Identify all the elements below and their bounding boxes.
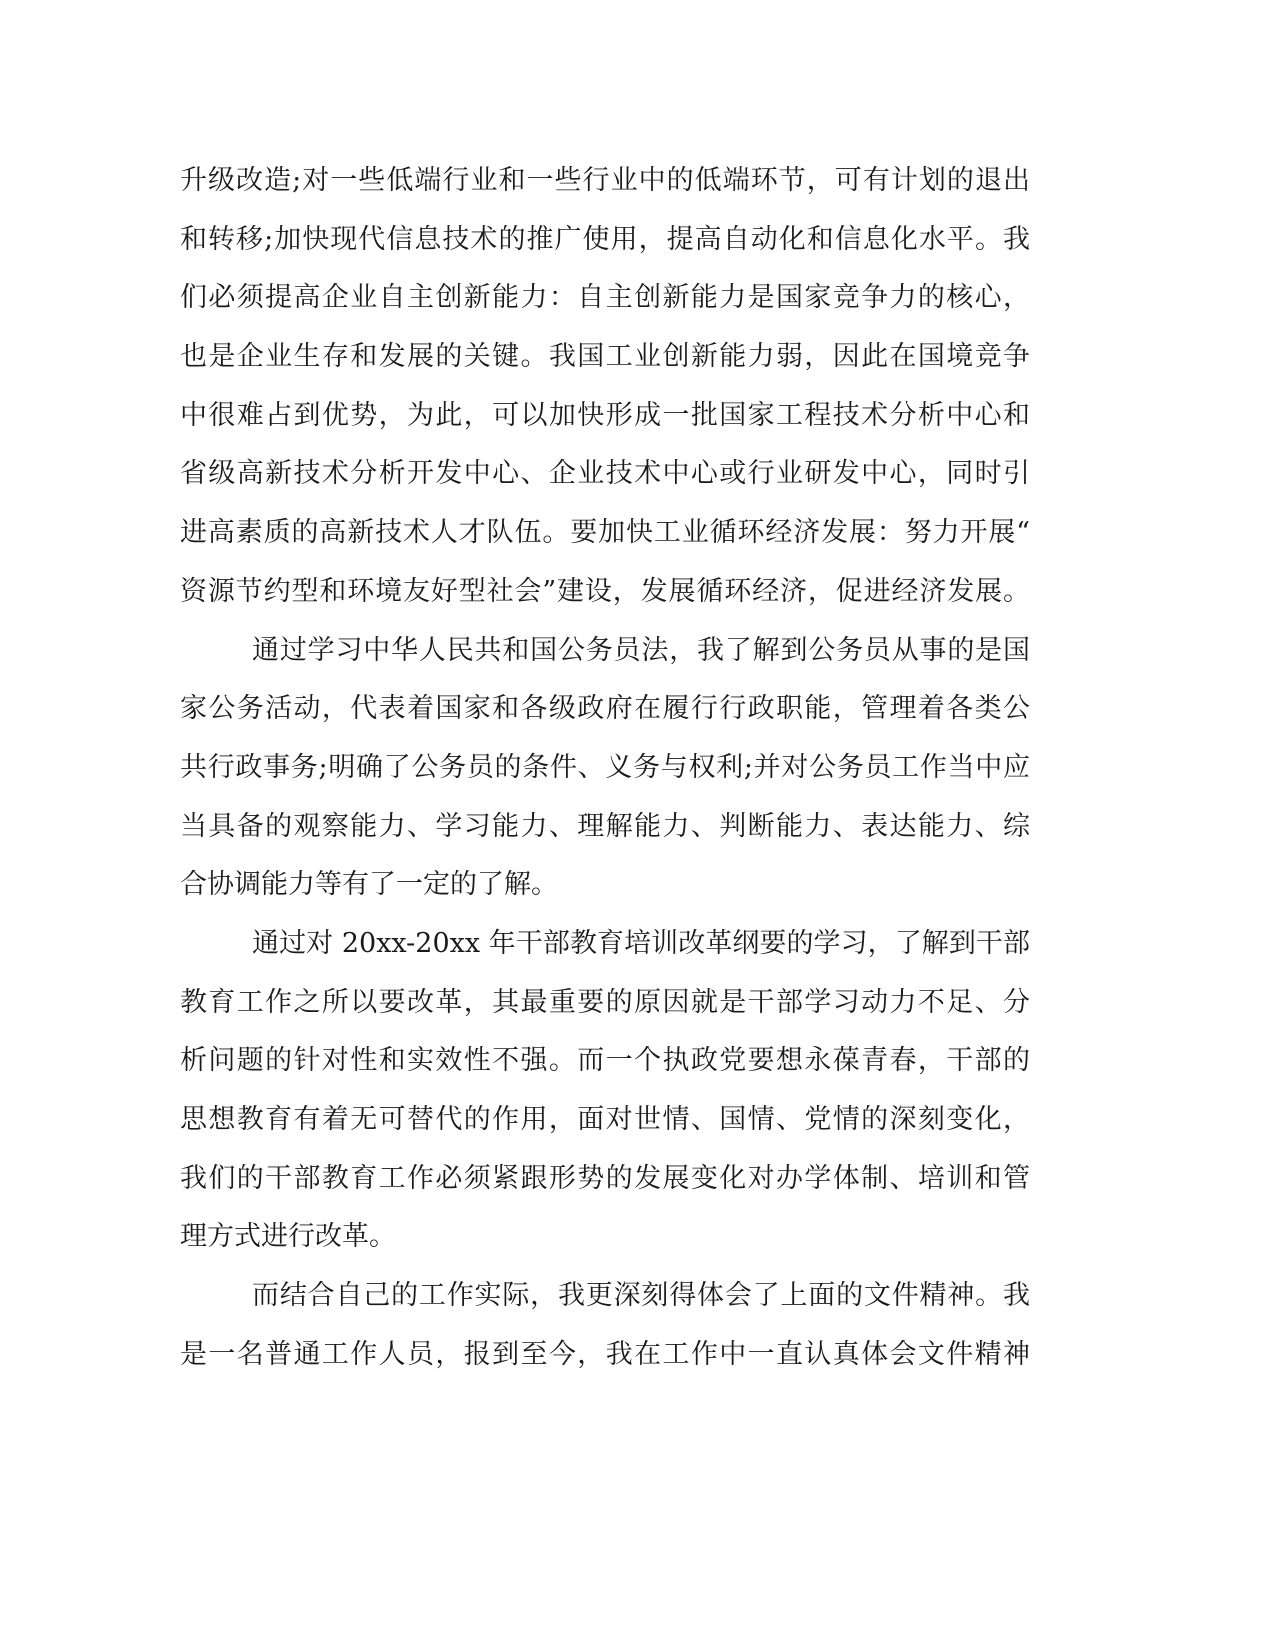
- text-line: 也是企业生存和发展的关键。我国工业创新能力弱，因此在国境竞争: [180, 341, 1030, 373]
- text-line: 进高素质的高新技术人才队伍。要加快工业循环经济发展：努力开展“: [180, 517, 1030, 549]
- text-line: 们必须提高企业自主创新能力：自主创新能力是国家竞争力的核心，: [180, 282, 1030, 314]
- text-line: 理方式进行改革。: [180, 1221, 396, 1253]
- text-line: 家公务活动，代表着国家和各级政府在履行行政职能，管理着各类公: [180, 693, 1030, 725]
- text-line: 通过对 20xx-20xx 年干部教育培训改革纲要的学习，了解到干部: [252, 927, 1030, 959]
- text-line: 是一名普通工作人员，报到至今，我在工作中一直认真体会文件精神: [180, 1338, 1030, 1370]
- text-line: 思想教育有着无可替代的作用，面对世情、国情、党情的深刻变化，: [180, 1104, 1030, 1135]
- text-line: 析问题的针对性和实效性不强。而一个执政党要想永葆青春，干部的: [180, 1045, 1030, 1077]
- text-line: 和转移;加快现代信息技术的推广使用，提高自动化和信息化水平。我: [180, 223, 1030, 255]
- text-line: 通过学习中华人民共和国公务员法，我了解到公务员从事的是国: [252, 634, 1030, 666]
- text-line: 升级改造;对一些低端行业和一些行业中的低端环节，可有计划的退出: [180, 165, 1030, 196]
- body-text: [180, 152, 1030, 1384]
- text-line: 资源节约型和环境友好型社会”建设，发展循环经济，促进经济发展。: [180, 575, 1030, 607]
- text-line: 省级高新技术分析开发中心、企业技术中心或行业研发中心，同时引: [180, 458, 1030, 490]
- text-line: 当具备的观察能力、学习能力、理解能力、判断能力、表达能力、综: [180, 810, 1030, 842]
- text-line: 而结合自己的工作实际，我更深刻得体会了上面的文件精神。我: [252, 1280, 1030, 1312]
- text-line: 共行政事务;明确了公务员的条件、义务与权利;并对公务员工作当中应: [180, 751, 1030, 783]
- text-line: 教育工作之所以要改革，其最重要的原因就是干部学习动力不足、分: [180, 986, 1030, 1018]
- text-line: 我们的干部教育工作必须紧跟形势的发展变化对办学体制、培训和管: [180, 1162, 1030, 1194]
- text-line: 合协调能力等有了一定的了解。: [180, 869, 558, 901]
- text-line: 中很难占到优势，为此，可以加快形成一批国家工程技术分析中心和: [180, 399, 1030, 431]
